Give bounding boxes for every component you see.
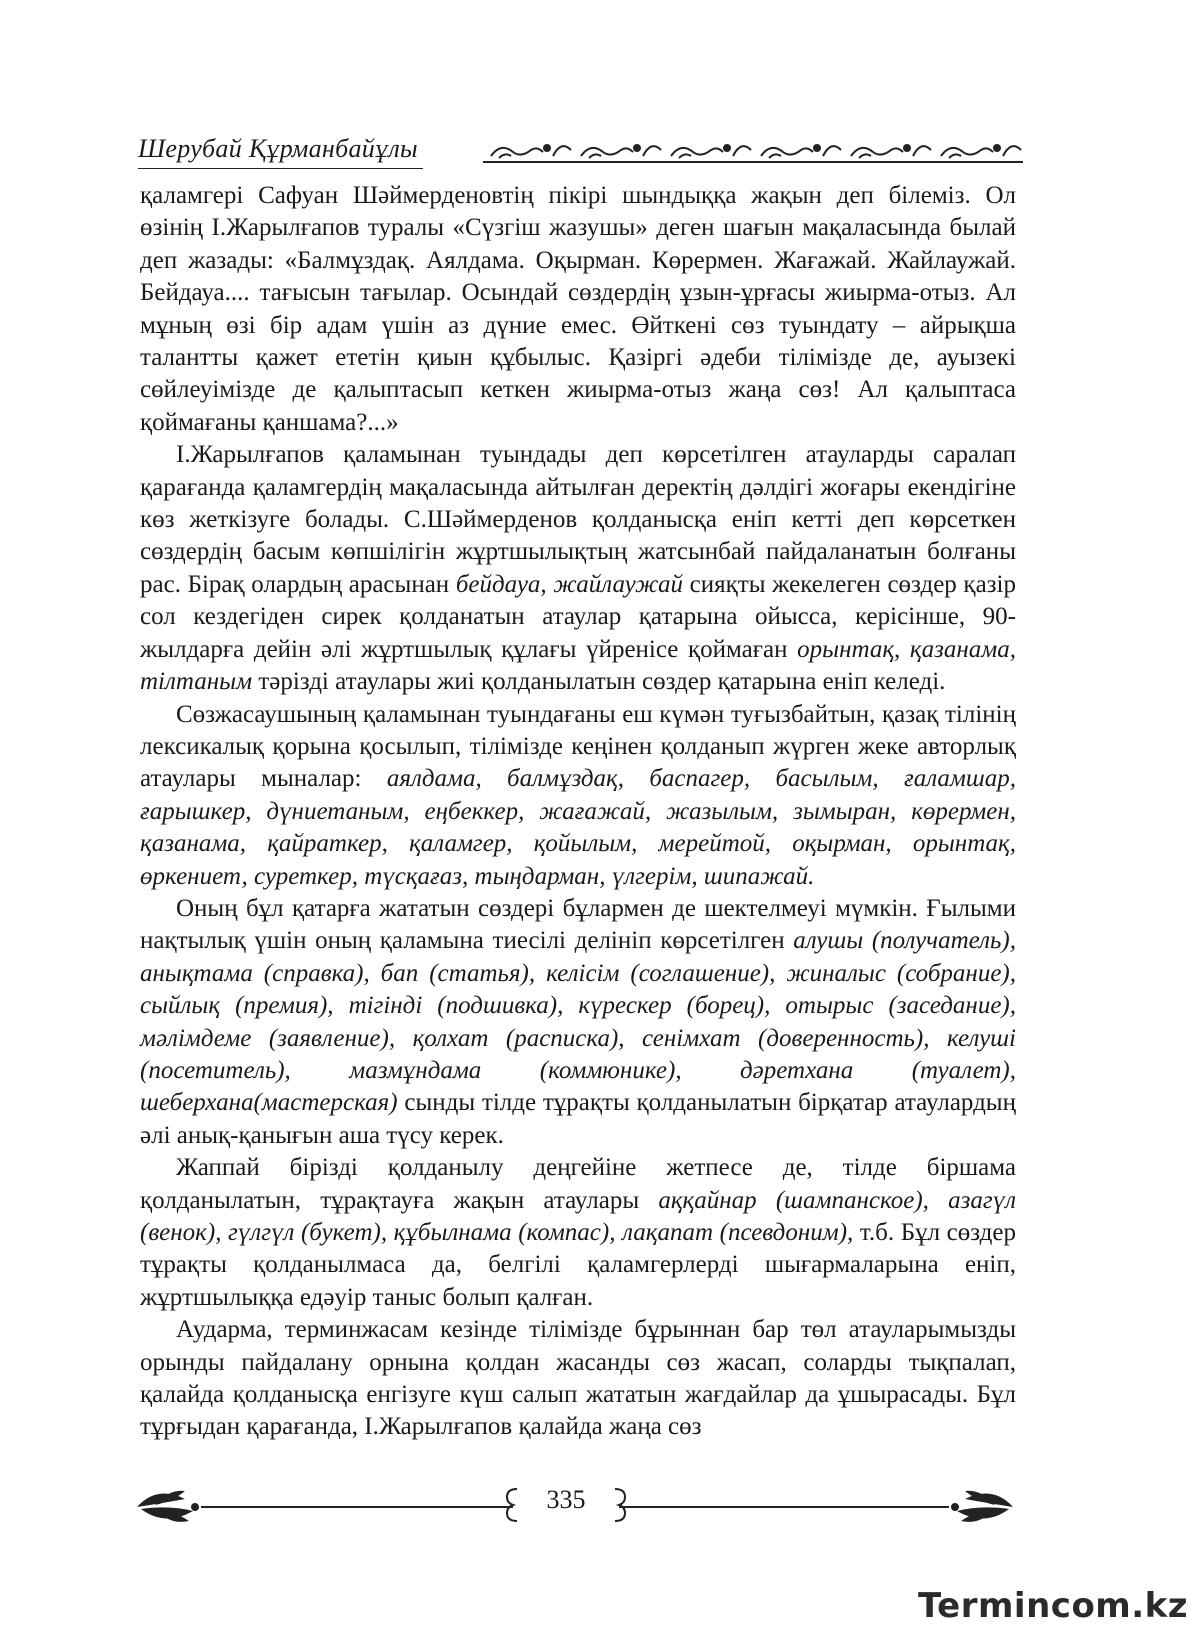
page-number: 335 [546, 1485, 586, 1514]
text-run: Жаппай бірізді қолданылу деңгейіне жетпесе де, тілде біршама қолданылатын, тұрақтауға жақын атаулары [140, 1154, 1016, 1214]
paragraph [140, 439, 1016, 698]
italic-term-run: аққайнар (шампанское), азагүл (венок), гүлгүл (букет), құбылнама (компас), лақапат (псевдоним), [140, 1186, 1016, 1246]
leaf-ornament-left-icon [137, 1491, 199, 1522]
author-name: Шерубай Құрманбайұлы [138, 134, 418, 163]
text-run: қаламгері Сафуан Шәймерденовтің пікірі шындыққа жақын деп білеміз. Ол өзінің І.Жарылғапов туралы «Сүзгіш жазушы» деген шағын мақаласында былай деп жазады: «Балмұздақ. Аялдама. Оқырман. Көрермен. Жағажай. Жайлаужай. Бейдауа.... тағысын тағылар. Осындай сөздердің ұзын-ұрғасы жиырма-отыз. Ал мұның өзі бір адам үшін аз дүние емес. Өйткені сөз туындату – айрықша талантты қажет ететін қиын құбылыс. Қазіргі әдеби тілімізде де, ауызекі сөйлеуімізде де қалыптасып кеткен жиырма-отыз жаңа сөз! Ал қалыптаса қоймағаны қаншама?...» [140, 182, 1016, 436]
text-run: Аударма, терминжасам кезінде тілімізде бұрыннан бар төл атауларымызды орынды пайдалану орнына қолдан жасанды сөз жасап, соларды тықпалап, қалайда қолданысқа енгізуге күш салып жататын жағдайлар да ұшырасады. Бұл тұрғыдан қарағанда, І.Жарылғапов қалайда жаңа сөз [140, 1316, 1016, 1441]
paragraph [140, 699, 1016, 893]
italic-term-run: аялдама, балмұздақ, баспагер, басылым, ғаламшар, ғарышкер, дүниетаным, еңбеккер, жағажай, жазылым, зымыран, көрермен, қазанама, қайраткер, қаламгер, қойылым, мерейтой, оқырман, орынтақ, өркениет, суреткер, түсқағаз, тыңдарман, үлгерім, шипажай. [140, 765, 1017, 890]
italic-term-run: орынтақ, қазанама, тілтаным [140, 635, 1016, 696]
body-text [140, 180, 1016, 1444]
text-run: т.б. Бұл сөздер тұрақты қолданылмаса да, белгілі қаламгерлерді шығармаларына еніп, жұртшылыққа едәуір таныс болып қалған. [140, 1219, 1016, 1311]
text-run: І.Жарылғапов қаламынан туындады деп көрсетілген атауларды саралап қарағанда қаламгердің мақаласында айтылған деректің дәлдігі жоғары екендігіне көз жеткізуге болады. С.Шәймерденов қолданысқа еніп кетті деп көрсеткен сөздердің басым көпшілігін жұртшылықтың жатсынбай пайдаланатын болғаны рас. Бірақ олардың арасынан [140, 441, 1016, 598]
italic-term-run: бейдауа, жайлаужай [455, 570, 684, 598]
running-header [138, 134, 1018, 174]
text-run: тәрізді атаулары жиі қолданылатын сөздер қатарына еніп келеді. [252, 668, 946, 696]
watermark: Termincom.kz [918, 1586, 1188, 1626]
text-run: Сөзжасаушының қаламынан туындағаны еш күмән туғызбайтын, қазақ тілінің лексикалық қорына қосылып, тілімізде кеңінен қолданып жүрген жеке авторлық атаулары мыналар: [140, 700, 1016, 793]
text-run: сынды тілде тұрақты қолданылатын бірқатар атаулардың әлі анық-қанығын аша түсу керек. [140, 1089, 1016, 1149]
page-footer [135, 1475, 1015, 1535]
paragraph [140, 1314, 1016, 1444]
paragraph [140, 180, 1016, 439]
leaf-ornament-right-icon [951, 1491, 1013, 1522]
paragraph [140, 1152, 1016, 1314]
paragraph [140, 893, 1016, 1152]
header-rule [138, 168, 423, 169]
text-run: Оның бұл қатарға жататын сөздері бұлармен де шектелмеуі мүмкін. Ғылыми нақтылық үшін оның қаламына тиесілі делініп көрсетілген [140, 894, 1016, 955]
scroll-ornament-icon [483, 136, 1023, 166]
italic-term-run: алушы (получатель), анықтама (справка), бап (статья), келісім (соглашение), жиналыс (собрание), сыйлық (премия), тігінді (подшивка), күрескер (борец), отырыс (заседание), мәлімдеме (заявление), қолхат (расписка), сенімхат (доверенность), келуші (посетитель), мазмұндама (коммюнике), дәретхана (туалет), шеберхана(мастерская) [140, 927, 1016, 1117]
text-run: сияқты жекелеген сөздер қазір сол кездегіден сирек қолданатын атаулар қатарына ойысса, керісінше, 90-жылдарға дейін әлі жұртшылық құлағы үйренісе қоймаған [140, 570, 1017, 663]
